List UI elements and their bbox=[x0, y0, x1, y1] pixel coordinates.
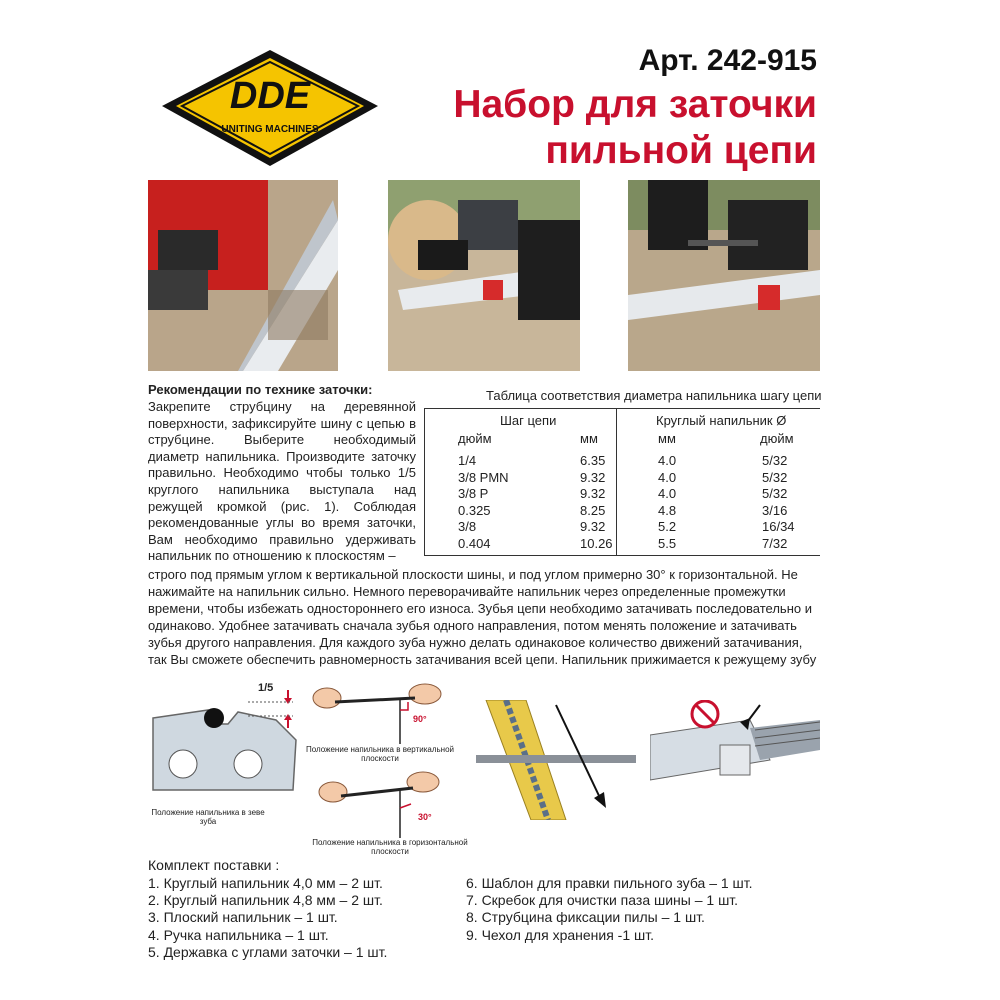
angle-30-label: 30° bbox=[418, 812, 432, 822]
svg-text:UNITING MACHINES: UNITING MACHINES bbox=[221, 124, 319, 135]
table-cell-file-mm: 5.5 bbox=[658, 535, 677, 551]
angle-90-label: 90° bbox=[413, 714, 427, 724]
table-cell-pitch-mm: 9.32 bbox=[580, 469, 606, 485]
fraction-label: 1/5 bbox=[258, 682, 274, 694]
table-cell-pitch-inch: 3/8 PMN bbox=[458, 469, 509, 485]
page-title bbox=[400, 82, 817, 174]
table-sub-mm: мм bbox=[580, 431, 598, 446]
table-cell-pitch-inch: 3/8 bbox=[458, 519, 477, 534]
kit-item: 8. Струбцина фиксации пилы – 1 шт. bbox=[466, 909, 705, 926]
table-border-middle bbox=[616, 408, 617, 556]
table-border-bottom bbox=[424, 555, 820, 556]
table-sub-inch-2: дюйм bbox=[760, 431, 794, 446]
table-cell-pitch-inch: 3/8 P bbox=[458, 486, 489, 501]
table-cell-file-mm: 4.0 bbox=[658, 469, 677, 485]
kit-item: 2. Круглый напильник 4,8 мм – 2 шт. bbox=[148, 892, 383, 909]
kit-list-left bbox=[148, 875, 387, 961]
kit-item: 5. Державка с углами заточки – 1 шт. bbox=[148, 943, 388, 960]
kit-item: 7. Скребок для очистки паза шины – 1 шт. bbox=[466, 892, 739, 909]
table-cell-file-mm: 4.0 bbox=[658, 486, 677, 501]
table-cell-pitch-inch: 0.325 bbox=[458, 502, 491, 518]
table-cell-pitch-inch: 0.404 bbox=[458, 535, 491, 551]
table-header-pitch: Шаг цепи bbox=[500, 413, 557, 428]
kit-item: 4. Ручка напильника – 1 шт. bbox=[148, 926, 329, 943]
table-cell-file-mm: 4.0 bbox=[658, 453, 677, 468]
table-header-file: Круглый напильник Ø bbox=[656, 413, 787, 428]
title-line-2: пильной цепи bbox=[545, 129, 817, 172]
diagram-file-on-chain bbox=[476, 700, 636, 820]
diagram-wrong-direction bbox=[650, 700, 820, 815]
file-cross-section bbox=[204, 708, 224, 728]
table-cell-file-mm: 5.2 bbox=[658, 519, 677, 534]
table-cell-file-inch: 5/32 bbox=[762, 453, 788, 468]
table-border-top bbox=[424, 408, 820, 409]
photo-file-guide-on-bar bbox=[628, 180, 820, 371]
kit-list-right bbox=[466, 875, 753, 944]
table-cell-file-inch: 5/32 bbox=[762, 486, 788, 501]
kit-item: 9. Чехол для хранения -1 шт. bbox=[466, 926, 654, 943]
kit-item: 3. Плоский напильник – 1 шт. bbox=[148, 909, 338, 926]
table-cell-file-inch: 7/32 bbox=[762, 535, 788, 551]
recommendations-title: Рекомендации по технике заточки: bbox=[148, 382, 373, 397]
table-cell-pitch-mm: 9.32 bbox=[580, 519, 606, 534]
caption-tooth: Положение напильника в зеве зуба bbox=[151, 808, 265, 826]
table-cell-pitch-mm: 6.35 bbox=[580, 453, 606, 468]
svg-text:DDE: DDE bbox=[229, 75, 311, 117]
article-number: Арт. 242-915 bbox=[638, 44, 817, 77]
table-sub-mm-2: мм bbox=[658, 431, 676, 446]
kit-item: 1. Круглый напильник 4,0 мм – 2 шт. bbox=[148, 875, 383, 891]
table-cell-file-inch: 16/34 bbox=[762, 519, 795, 534]
table-cell-file-inch: 3/16 bbox=[762, 502, 788, 518]
table-caption: Таблица соответствия диаметра напильника шагу цепи bbox=[486, 388, 822, 403]
table-cell-pitch-mm: 10.26 bbox=[580, 535, 613, 551]
photo-chainsaw-bar bbox=[148, 180, 338, 371]
recommendations-text: Закрепите струбцину на деревянной поверхности, зафиксируйте шину с цепью в струбцине. Выберите необходимый диаметр напильника. Производите заточку правильно. Необходимо чтобы только 1/5 круглого напильника выступала над режущей кромкой (рис. 1). Соблюдая рекомендованные углы во время заточки, Вам необходимо правильно удерживать напильник по отношению к плоскостям – bbox=[148, 399, 416, 564]
table-sub-inch: дюйм bbox=[458, 431, 492, 446]
diagram-vertical-angle bbox=[305, 676, 455, 746]
kit-title: Комплект поставки : bbox=[148, 857, 280, 873]
table-cell-pitch-inch: 1/4 bbox=[458, 453, 477, 468]
diagram-horizontal-angle bbox=[305, 762, 455, 840]
caption-vertical: Положение напильника в вертикальной плоскости bbox=[305, 745, 455, 763]
dde-logo bbox=[160, 48, 380, 168]
title-line-1: Набор для заточки bbox=[453, 83, 817, 126]
table-cell-pitch-mm: 9.32 bbox=[580, 486, 606, 501]
table-cell-pitch-mm: 8.25 bbox=[580, 502, 606, 518]
table-cell-file-inch: 5/32 bbox=[762, 469, 788, 485]
table-cell-file-mm: 4.8 bbox=[658, 502, 677, 518]
table-border-left bbox=[424, 408, 425, 556]
kit-item: 6. Шаблон для правки пильного зуба – 1 шт. bbox=[466, 875, 753, 891]
photo-sharpening-in-field bbox=[388, 180, 580, 371]
recommendations-continuation: строго под прямым углом к вертикальной плоскости шины, и под углом примерно 30° к горизонтальной. Не нажимайте на напильник сильно. Немного переворачивайте напильник через определенные промежутки времени, чтобы избежать одностороннего его износа. Зубья цепи необходимо затачивать последовательно и одинаково. Удобнее затачивать сначала зубья одного направления, потом менять положение и затачивать зубья другого направления. Для каждого зуба нужно делать одинаковое количество движений затачивания, так Вы сможете обеспечить равномерность затачивания всей цепи. Напильник прижимается к режущему зубу bbox=[148, 567, 817, 667]
caption-horizontal: Положение напильника в горизонтальной плоскости bbox=[312, 838, 468, 856]
